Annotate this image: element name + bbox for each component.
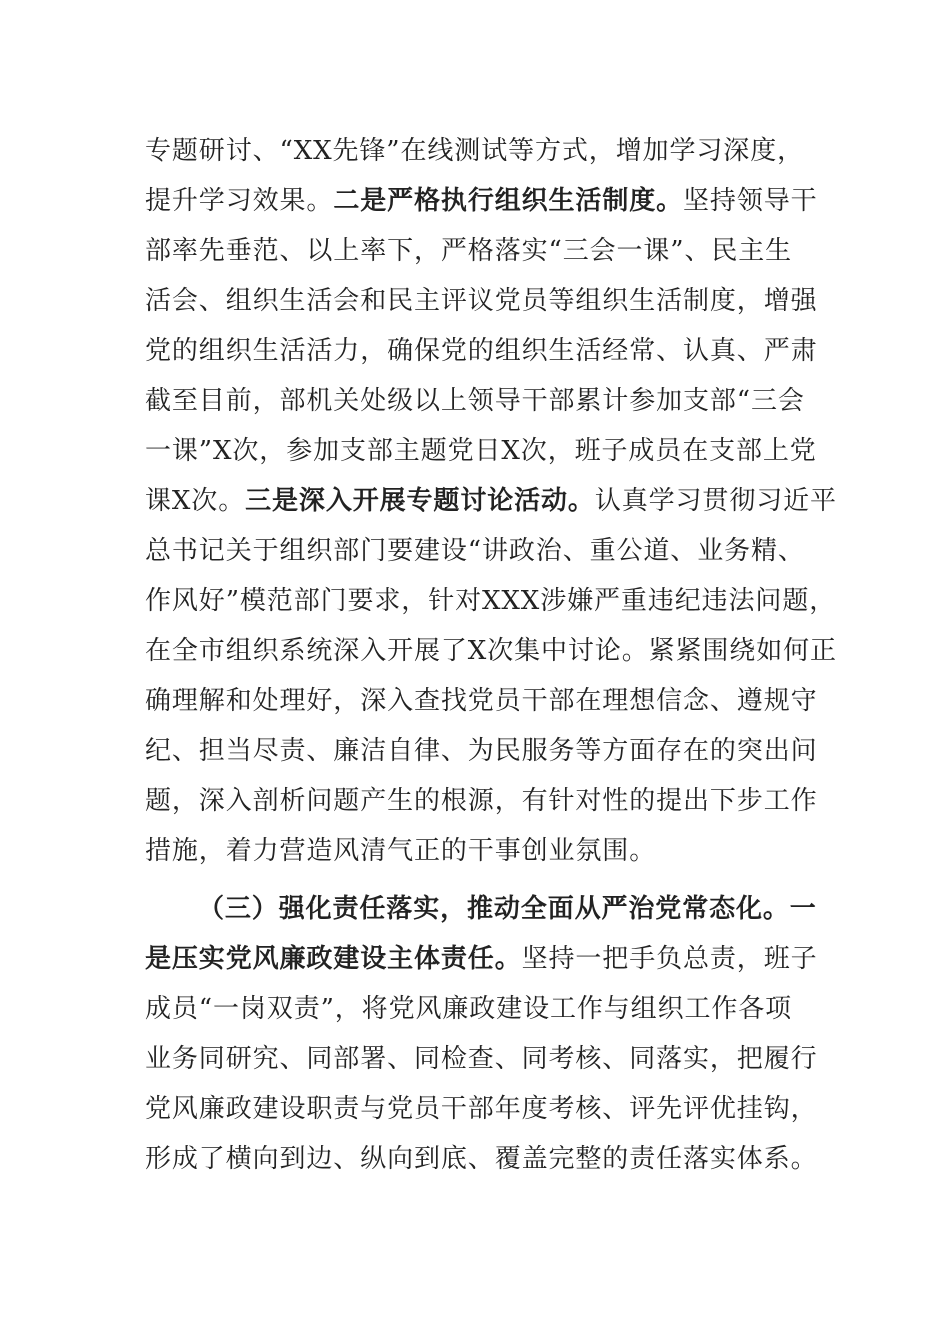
text-line xyxy=(145,1092,818,1126)
bold-heading-run: 二是严格执行组织生活制度。 xyxy=(333,186,684,216)
section-heading: （三）强化责任落实，推动全面从严治党常态化。一 xyxy=(198,894,817,924)
text-line xyxy=(145,284,818,318)
text-line xyxy=(145,634,837,668)
text-line xyxy=(145,484,837,518)
bold-heading-run: 三是深入开展专题讨论活动。 xyxy=(245,486,595,516)
text-line xyxy=(145,184,818,218)
text-line xyxy=(145,434,815,468)
text-run: 业务同研究、同部署、同检查、同考核、同落实，把履行 xyxy=(145,1044,818,1074)
text-line xyxy=(145,734,818,768)
bold-heading-run: 是压实党风廉政建设主体责任。 xyxy=(145,944,522,974)
text-run: 截至目前，部机关处级以上领导干部累计参加支部“三会 xyxy=(145,386,805,416)
text-line xyxy=(145,942,818,976)
text-run: 题，深入剖析问题产生的根源，有针对性的提出下步工作 xyxy=(145,786,818,816)
text-run: 一课”X次，参加支部主题党日X次，班子成员在支部上党 xyxy=(145,436,817,466)
text-line xyxy=(145,834,815,868)
text-run: 总书记关于组织部门要建设“讲政治、重公道、业务精、 xyxy=(145,536,805,566)
text-line xyxy=(145,234,815,268)
text-run: 党的组织生活活力，确保党的组织生活经常、认真、严肃 xyxy=(145,336,818,366)
text-run: 确理解和处理好，深入查找党员干部在理想信念、遵规守 xyxy=(145,686,818,716)
text-run: 活会、组织生活会和民主评议党员等组织生活制度，增强 xyxy=(145,286,818,316)
text-line xyxy=(145,1142,818,1176)
text-run: 党风廉政建设职责与党员干部年度考核、评先评优挂钩， xyxy=(145,1094,818,1124)
text-line xyxy=(145,992,815,1026)
text-run: 专题研讨、“XX先锋”在线测试等方式，增加学习深度， xyxy=(145,136,805,166)
section-heading-line xyxy=(198,892,868,926)
text-run: 措施，着力营造风清气正的干事创业氛围。 xyxy=(145,836,657,866)
text-run: 坚持领导干 xyxy=(683,186,818,216)
text-run: 成员“一岗双责”，将党风廉政建设工作与组织工作各项 xyxy=(145,994,793,1024)
text-run: 作风好”模范部门要求，针对XXX涉嫌严重违纪违法问题， xyxy=(145,586,837,616)
text-line xyxy=(145,1042,818,1076)
text-run: 课X次。 xyxy=(145,486,246,516)
text-run: 提升学习效果。 xyxy=(145,186,334,216)
text-line xyxy=(145,584,837,618)
text-run: 形成了横向到边、纵向到底、覆盖完整的责任落实体系。 xyxy=(145,1144,818,1174)
text-line xyxy=(145,384,815,418)
text-line xyxy=(145,334,818,368)
text-line xyxy=(145,134,815,168)
text-run: 坚持一把手负总责，班子 xyxy=(521,944,818,974)
text-line xyxy=(145,534,815,568)
text-run: 认真学习贯彻习近平 xyxy=(594,486,837,516)
text-run: 纪、担当尽责、廉洁自律、为民服务等方面存在的突出问 xyxy=(145,736,818,766)
text-run: 在全市组织系统深入开展了X次集中讨论。紧紧围绕如何正 xyxy=(145,636,837,666)
text-line xyxy=(145,684,818,718)
text-run: 部率先垂范、以上率下，严格落实“三会一课”、民主生 xyxy=(145,236,793,266)
text-line xyxy=(145,784,818,818)
